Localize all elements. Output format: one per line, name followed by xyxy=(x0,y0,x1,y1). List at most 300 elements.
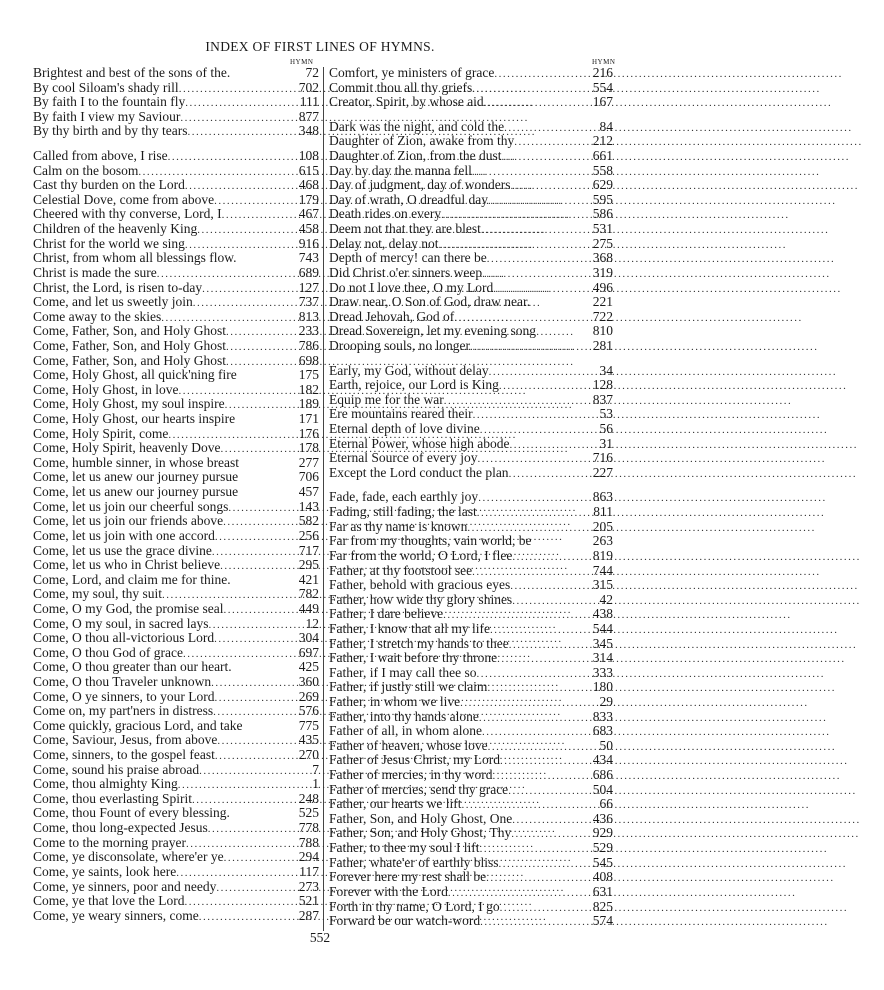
index-entry xyxy=(33,646,319,661)
first-line-text: Father of Jesus Christ, my Lord xyxy=(329,752,500,768)
hymn-number: 529 xyxy=(592,840,613,856)
hymn-number: 449 xyxy=(298,600,319,616)
index-entry xyxy=(33,427,319,442)
hymn-number: 263 xyxy=(592,533,613,549)
hymn-number: 319 xyxy=(592,264,613,280)
hymn-number: 737 xyxy=(298,294,319,310)
index-entry xyxy=(33,573,319,588)
index-entry xyxy=(33,865,319,880)
hymn-number: 544 xyxy=(592,620,613,636)
first-line-text: By faith I to the fountain fly xyxy=(33,94,186,110)
first-line-text: Come, thou everlasting Spirit xyxy=(33,790,192,806)
hymn-number: 294 xyxy=(298,849,319,865)
index-entry xyxy=(329,207,613,222)
hymn-number: 221 xyxy=(592,294,613,310)
first-line-text: Drooping souls, no longer xyxy=(329,337,470,353)
index-entry xyxy=(33,894,319,909)
dot-leader xyxy=(478,491,587,506)
hymn-number: 72 xyxy=(305,65,319,80)
dot-leader xyxy=(226,340,293,355)
first-line-text: Come, Saviour, Jesus, from above xyxy=(33,732,218,748)
index-entry xyxy=(33,149,319,164)
index-entry xyxy=(33,368,319,383)
first-line-text: Daughter of Zion, awake from thy xyxy=(329,133,515,149)
first-line-text: Come, ye sinners, poor and needy xyxy=(33,878,217,894)
first-line-text: Fade, fade, each earthly joy xyxy=(329,489,479,505)
index-entry xyxy=(329,841,613,856)
dot-leader xyxy=(208,618,293,633)
dot-leader xyxy=(500,754,587,769)
first-line-text: Father, our hearts we lift xyxy=(329,796,462,812)
first-line-text: Come, Holy Spirit, come xyxy=(33,425,169,441)
index-entry xyxy=(33,806,319,821)
first-line-text: Creator, Spirit, by whose aid xyxy=(329,94,484,110)
hymn-number: 408 xyxy=(592,869,613,885)
hymn-number: 775 xyxy=(298,717,319,733)
dot-leader xyxy=(223,603,293,618)
hymn-number: 810 xyxy=(592,323,613,339)
index-entry xyxy=(329,149,613,164)
dot-leader xyxy=(473,408,587,423)
hymn-number: 270 xyxy=(298,747,319,763)
index-entry xyxy=(329,310,613,325)
first-line-text: Depth of mercy! can there be xyxy=(329,250,487,266)
first-line-text: Father, behold with gracious eyes xyxy=(329,577,511,593)
hymn-number: 31 xyxy=(599,435,613,451)
index-entry xyxy=(329,783,613,798)
first-line-text: Fading, still fading, the last xyxy=(329,504,477,520)
index-entry xyxy=(329,812,613,827)
index-entry xyxy=(329,95,613,110)
hymn-number: 521 xyxy=(298,893,319,909)
first-line-text: Father, I dare believe xyxy=(329,606,444,622)
index-entry xyxy=(329,364,613,379)
hymn-number: 615 xyxy=(298,162,319,178)
first-line-text: Forever with the Lord xyxy=(329,883,448,899)
page-title: INDEX OF FIRST LINES OF HYMNS. xyxy=(205,39,435,54)
first-line-text: Come, and let us sweetly join xyxy=(33,294,193,310)
dot-leader xyxy=(510,438,587,453)
first-line-text: Father, if justly still we claim xyxy=(329,679,488,695)
hymn-number: 275 xyxy=(592,235,613,251)
hymn-number: 595 xyxy=(592,191,613,207)
index-entry xyxy=(329,651,613,666)
index-entry xyxy=(329,164,613,179)
dot-leader xyxy=(214,691,293,706)
first-line-text: Death rides on every xyxy=(329,206,442,222)
first-line-text: Father, to thee my soul I lift xyxy=(329,840,480,856)
hymn-number: 256 xyxy=(298,527,319,543)
hymn-number: 863 xyxy=(592,489,613,505)
hymn-number: 545 xyxy=(592,854,613,870)
first-line-text: Come, O thou all-victorious Lord xyxy=(33,630,215,646)
index-entry xyxy=(33,193,319,208)
hymn-number: 788 xyxy=(298,834,319,850)
index-entry xyxy=(329,870,613,885)
index-entry xyxy=(329,178,613,193)
hymn-number: 778 xyxy=(298,820,319,836)
dot-leader xyxy=(510,579,587,594)
index-entry xyxy=(33,675,319,690)
index-entry xyxy=(329,451,613,466)
dot-leader xyxy=(224,851,293,866)
index-entry xyxy=(33,617,319,632)
hymn-number: 722 xyxy=(592,308,613,324)
dot-leader xyxy=(480,915,587,930)
index-entry xyxy=(329,237,613,252)
hymn-number: 706 xyxy=(298,469,319,485)
index-entry xyxy=(329,900,613,915)
index-entry xyxy=(329,505,613,520)
dot-leader xyxy=(498,857,587,872)
dot-leader xyxy=(217,734,293,749)
hymn-number: 56 xyxy=(599,421,613,437)
dot-leader xyxy=(494,67,587,82)
index-entry xyxy=(329,607,613,622)
hymn-number: 877 xyxy=(298,108,319,124)
index-entry xyxy=(329,826,613,841)
index-entry xyxy=(329,680,613,695)
hymn-number: 716 xyxy=(592,450,613,466)
first-line-text: Do not I love thee, O my Lord xyxy=(329,279,494,295)
first-line-text: Eternal Source of every joy xyxy=(329,450,478,466)
index-entry xyxy=(33,880,319,895)
hymn-number: 929 xyxy=(592,825,613,841)
first-line-text: Come, Holy Ghost, all quick'ning fire xyxy=(33,367,237,383)
first-line-text: Come, Holy Ghost, our hearts inspire xyxy=(33,411,236,427)
index-entry xyxy=(329,193,613,208)
index-entry xyxy=(329,324,613,339)
hymn-number: 295 xyxy=(298,557,319,573)
dot-leader xyxy=(488,740,587,755)
index-entry xyxy=(33,310,319,325)
hymn-number: 178 xyxy=(298,440,319,456)
first-line-text: Father, whate'er of earthly bliss xyxy=(329,854,499,870)
index-entry xyxy=(329,578,613,593)
index-entry xyxy=(33,354,319,369)
index-entry xyxy=(329,120,613,135)
index-entry xyxy=(33,821,319,836)
first-line-text: Eternal depth of love divine xyxy=(329,421,480,437)
first-line-text: Come, ye weary sinners, come xyxy=(33,907,199,923)
first-line-text: Come, my soul, thy suit xyxy=(33,586,163,602)
first-line-text: Come, sinners, to the gospel feast xyxy=(33,747,215,763)
hymn-number: 216 xyxy=(592,65,613,80)
dot-leader xyxy=(512,813,587,828)
first-line-text: Father of all, in whom alone xyxy=(329,723,482,739)
hymn-number: 631 xyxy=(592,883,613,899)
dot-leader xyxy=(222,208,293,223)
index-entry xyxy=(329,393,613,408)
left-column xyxy=(33,66,319,923)
page-number: 552 xyxy=(309,930,331,945)
index-entry xyxy=(329,666,613,681)
hymn-number: 277 xyxy=(298,454,319,470)
first-line-text: Christ is made the sure xyxy=(33,264,157,280)
index-entry xyxy=(33,295,319,310)
index-entry xyxy=(33,81,319,96)
hymn-number: 467 xyxy=(298,206,319,222)
hymn-number: 29 xyxy=(599,693,613,709)
index-entry xyxy=(329,66,613,81)
index-entry xyxy=(33,792,319,807)
hymn-number: 348 xyxy=(298,123,319,139)
first-line-text: Come, let us use the grace divine xyxy=(33,542,212,558)
first-line-text: Dark was the night, and cold the xyxy=(329,118,505,134)
hymn-number: 212 xyxy=(592,133,613,149)
first-line-text: Father, if I may call thee so xyxy=(329,664,477,680)
index-entry xyxy=(329,534,613,549)
first-line-text: Christ for the world we sing xyxy=(33,235,185,251)
index-entry xyxy=(33,836,319,851)
dot-leader xyxy=(470,340,587,355)
hymn-number: 189 xyxy=(298,396,319,412)
dot-leader xyxy=(500,901,587,916)
index-entry xyxy=(33,909,319,924)
index-entry xyxy=(33,110,319,125)
first-line-text: Daughter of Zion, from the dust xyxy=(329,148,502,164)
index-entry xyxy=(33,514,319,529)
hymn-number: 825 xyxy=(592,898,613,914)
dot-leader xyxy=(512,550,587,565)
first-line-text: Far from my thoughts, vain world, be xyxy=(329,533,532,549)
index-entry xyxy=(33,124,319,139)
first-line-text: Come away to the skies xyxy=(33,308,162,324)
hymn-number: 281 xyxy=(592,337,613,353)
first-line-text: Come, let us join our friends above xyxy=(33,513,224,529)
index-entry xyxy=(33,631,319,646)
first-line-text: Come, let us anew our journey pursue xyxy=(33,484,239,500)
first-line-text: Far as thy name is known xyxy=(329,518,468,534)
index-entry xyxy=(329,407,613,422)
hymn-number: 34 xyxy=(599,362,613,378)
dot-leader xyxy=(184,895,293,910)
dot-leader xyxy=(482,267,587,282)
first-line-text: Called from above, I rise xyxy=(33,148,168,164)
first-line-text: Day of wrath, O dreadful day xyxy=(329,191,488,207)
first-line-text: Father, Son, and Holy Ghost, Thy xyxy=(329,825,512,841)
dot-leader xyxy=(487,681,587,696)
hymn-number: 629 xyxy=(592,177,613,193)
hymn-number: 833 xyxy=(592,708,613,724)
dot-leader xyxy=(197,223,293,238)
hymn-number: 683 xyxy=(592,723,613,739)
hymn-number: 175 xyxy=(298,367,319,383)
hymn-number: 12 xyxy=(305,615,319,631)
first-line-text: Day by day the manna fell xyxy=(329,162,472,178)
dot-leader xyxy=(484,96,587,111)
index-entry xyxy=(329,339,613,354)
hymn-number: 108 xyxy=(298,148,319,164)
hymn-number: 686 xyxy=(592,767,613,783)
hymn-number: 819 xyxy=(592,547,613,563)
first-line-text: Come, ye that love the Lord xyxy=(33,893,185,909)
dot-leader xyxy=(460,696,587,711)
index-entry xyxy=(329,134,613,149)
dot-leader xyxy=(193,296,293,311)
index-entry xyxy=(329,437,613,452)
hymn-number: 554 xyxy=(592,79,613,95)
index-entry xyxy=(33,704,319,719)
first-line-text: Come, Father, Son, and Holy Ghost xyxy=(33,323,226,339)
index-entry xyxy=(329,549,613,564)
first-line-text: Draw near, O Son of God, draw near. xyxy=(329,294,531,310)
first-line-text: Father of mercies, in thy word xyxy=(329,767,493,783)
index-entry xyxy=(329,637,613,652)
index-entry xyxy=(329,753,613,768)
index-entry xyxy=(329,914,613,929)
hymn-number: 248 xyxy=(298,790,319,806)
hymn-number: 786 xyxy=(298,337,319,353)
hymn-number: 167 xyxy=(592,94,613,110)
index-entry xyxy=(33,237,319,252)
hymn-number: 182 xyxy=(298,381,319,397)
dot-leader xyxy=(508,784,587,799)
first-line-text: Christ, the Lord, is risen to-day xyxy=(33,279,203,295)
first-line-text: Come, humble sinner, in whose breast xyxy=(33,454,240,470)
first-line-text: Christ, from whom all blessings flow. xyxy=(33,250,237,266)
dot-leader xyxy=(514,135,587,150)
hymn-number: 689 xyxy=(298,264,319,280)
first-line-text: Dread Jehovah, God of xyxy=(329,308,455,324)
hymn-number: 176 xyxy=(298,425,319,441)
hymn-number: 782 xyxy=(298,586,319,602)
first-line-text: Cast thy burden on the Lord xyxy=(33,177,185,193)
dot-leader xyxy=(489,365,587,380)
first-line-text: Come, let us join our cheerful songs xyxy=(33,498,229,514)
dot-leader xyxy=(472,82,587,97)
dot-leader xyxy=(178,778,293,793)
index-entry xyxy=(33,500,319,515)
first-line-text: Ere mountains reared their xyxy=(329,406,473,422)
dot-leader xyxy=(216,881,293,896)
first-line-text: Father, I wait before thy throne xyxy=(329,650,498,666)
dot-leader xyxy=(208,822,293,837)
first-line-text: Except the Lord conduct the plan xyxy=(329,464,509,480)
dot-leader xyxy=(214,632,293,647)
index-entry xyxy=(33,251,319,266)
dot-leader xyxy=(215,749,293,764)
dot-leader xyxy=(477,506,587,521)
first-line-text: Come, Holy Ghost, my soul inspire xyxy=(33,396,225,412)
first-line-text: Come, Lord, and claim me for thine. xyxy=(33,571,231,587)
hymn-number: 205 xyxy=(592,518,613,534)
hymn-number: 425 xyxy=(298,659,319,675)
first-line-text: By thy birth and by thy tears xyxy=(33,123,188,139)
hymn-number: 436 xyxy=(592,810,613,826)
first-line-text: Deem not that they are blest xyxy=(329,221,481,237)
index-entry xyxy=(329,81,613,96)
first-line-text: Come, O my soul, in sacred lays xyxy=(33,615,209,631)
hymn-number: 360 xyxy=(298,673,319,689)
hymn-number: 143 xyxy=(298,498,319,514)
hymn-number: 7 xyxy=(312,761,319,777)
hymn-number: 227 xyxy=(592,464,613,480)
hymn-number: 84 xyxy=(599,118,613,134)
dot-leader xyxy=(187,125,293,140)
dot-leader xyxy=(180,111,293,126)
first-line-text: Celestial Dove, come from above xyxy=(33,191,215,207)
dot-leader xyxy=(199,910,293,925)
first-line-text: Father, at thy footstool see xyxy=(329,562,473,578)
index-entry xyxy=(33,66,319,81)
index-entry xyxy=(33,456,319,471)
first-line-text: Forever here my rest shall be xyxy=(329,869,487,885)
dot-leader xyxy=(511,827,587,842)
first-line-text: Forth in thy name, O Lord, I go xyxy=(329,898,500,914)
first-line-text: Cheered with thy converse, Lord, I xyxy=(33,206,222,222)
hymn-number: 531 xyxy=(592,221,613,237)
hymn-number: 916 xyxy=(298,235,319,251)
dot-leader xyxy=(199,764,293,779)
first-line-text: Come, O thou greater than our heart. xyxy=(33,659,232,675)
hymn-number: 179 xyxy=(298,191,319,207)
hymn-number: 661 xyxy=(592,148,613,164)
hymn-number: 813 xyxy=(298,308,319,324)
dot-leader xyxy=(509,638,587,653)
index-entry xyxy=(329,222,613,237)
dot-leader xyxy=(185,96,293,111)
index-entry xyxy=(329,797,613,812)
first-line-text: Come, O ye sinners, to your Lord xyxy=(33,688,215,704)
dot-leader xyxy=(509,467,587,482)
hymn-number: 314 xyxy=(592,650,613,666)
dot-leader xyxy=(168,150,293,165)
index-entry xyxy=(33,441,319,456)
index-entry xyxy=(329,281,613,296)
hymn-number: 111 xyxy=(299,94,319,110)
first-line-text: Far from the world, O Lord, I flee xyxy=(329,547,513,563)
dot-leader xyxy=(212,545,293,560)
hymn-number: 837 xyxy=(592,391,613,407)
index-entry xyxy=(33,733,319,748)
hymn-number: 558 xyxy=(592,162,613,178)
hymn-number: 744 xyxy=(592,562,613,578)
hymn-number: 127 xyxy=(298,279,319,295)
index-entry xyxy=(33,748,319,763)
index-entry xyxy=(329,710,613,725)
hymn-column-label-right: HYMN xyxy=(592,58,616,66)
index-entry xyxy=(33,777,319,792)
index-entry xyxy=(33,544,319,559)
first-line-text: Early, my God, without delay xyxy=(329,362,489,378)
first-line-text: Calm on the bosom xyxy=(33,162,139,178)
dot-leader xyxy=(214,194,293,209)
first-line-text: Come, Holy Spirit, heavenly Dove xyxy=(33,440,221,456)
hymn-number: 287 xyxy=(298,907,319,923)
first-line-text: Father, I stretch my hands to thee xyxy=(329,635,509,651)
index-entry xyxy=(329,295,613,310)
index-entry xyxy=(329,378,613,393)
index-entry xyxy=(33,690,319,705)
dot-leader xyxy=(510,179,587,194)
dot-leader xyxy=(488,194,587,209)
first-line-text: Come, thou almighty King xyxy=(33,776,178,792)
dot-leader xyxy=(479,711,587,726)
first-line-text: Dread Sovereign, let my evening song xyxy=(329,323,536,339)
first-line-text: Day of judgment, day of wonders xyxy=(329,177,511,193)
first-line-text: Forward be our watch-word xyxy=(329,913,481,929)
index-entry xyxy=(33,719,319,734)
index-entry xyxy=(329,490,613,505)
index-entry xyxy=(329,768,613,783)
first-line-text: Father of heaven, whose love xyxy=(329,737,488,753)
index-entry xyxy=(329,593,613,608)
index-entry xyxy=(33,412,319,427)
dot-leader xyxy=(486,871,587,886)
index-entry xyxy=(33,763,319,778)
hymn-number: 233 xyxy=(298,323,319,339)
